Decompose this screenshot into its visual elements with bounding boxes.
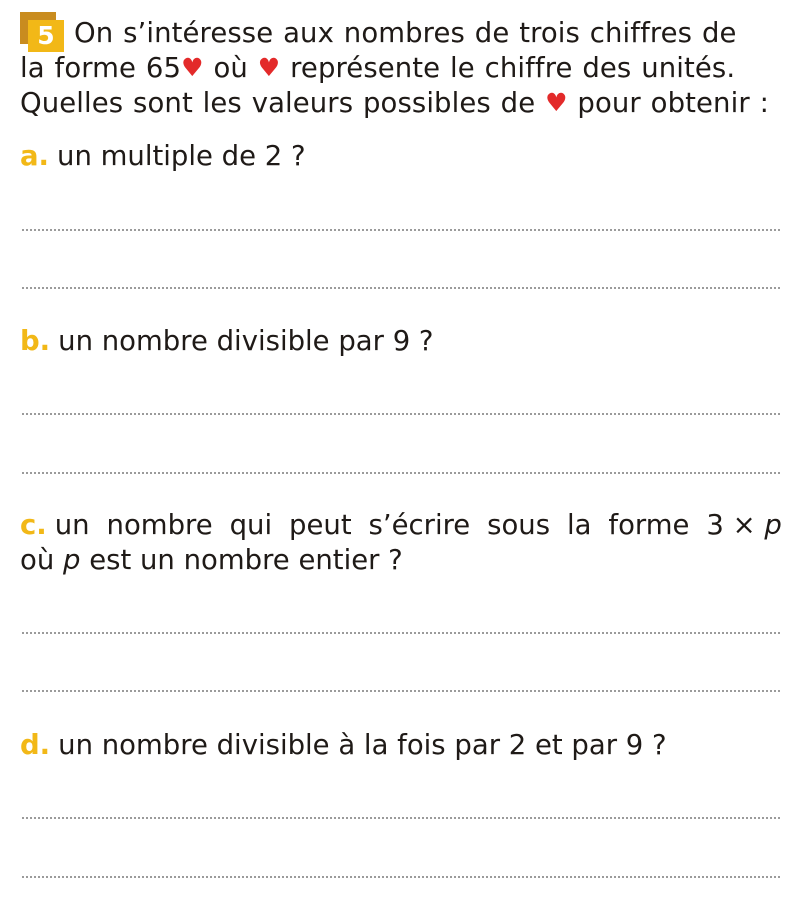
heart-icon: ♥ (257, 53, 281, 82)
answer-line[interactable] (22, 229, 780, 231)
statement-line-2: la forme 65♥ où ♥ représente le chiffre des unités. (20, 52, 736, 84)
question-c (20, 508, 790, 578)
question-c-line-2: où p est un nombre entier ? (20, 544, 403, 576)
question-letter: b. (20, 325, 51, 357)
question-letter: d. (20, 729, 51, 761)
answer-line[interactable] (22, 472, 780, 474)
question-a (20, 139, 790, 174)
question-letter: c. (20, 509, 47, 541)
statement-line-3: Quelles sont les valeurs possibles de ♥ pour obtenir : (20, 87, 769, 119)
exercise-number: 5 (28, 20, 64, 52)
question-letter: a. (20, 140, 50, 172)
statement-line-1: On s’intéresse aux nombres de trois chiffres de (74, 17, 737, 49)
variable-p: p (764, 509, 782, 541)
heart-icon: ♥ (545, 88, 568, 117)
question-d (20, 728, 790, 763)
answer-line[interactable] (22, 632, 780, 634)
answer-line[interactable] (22, 690, 780, 692)
heart-icon: ♥ (181, 53, 204, 82)
question-text: un multiple de 2 ? (57, 140, 306, 172)
answer-line[interactable] (22, 876, 780, 878)
answer-line[interactable] (22, 413, 780, 415)
question-b (20, 324, 790, 359)
question-text: un nombre divisible par 9 ? (58, 325, 434, 357)
variable-p: p (63, 544, 81, 576)
question-c-line-1: c. un nombre qui peut s’écrire sous la forme 3 × p (20, 509, 782, 541)
answer-line[interactable] (22, 817, 780, 819)
question-text: un nombre divisible à la fois par 2 et par 9 ? (58, 729, 667, 761)
answer-line[interactable] (22, 287, 780, 289)
exercise-statement (20, 16, 790, 121)
